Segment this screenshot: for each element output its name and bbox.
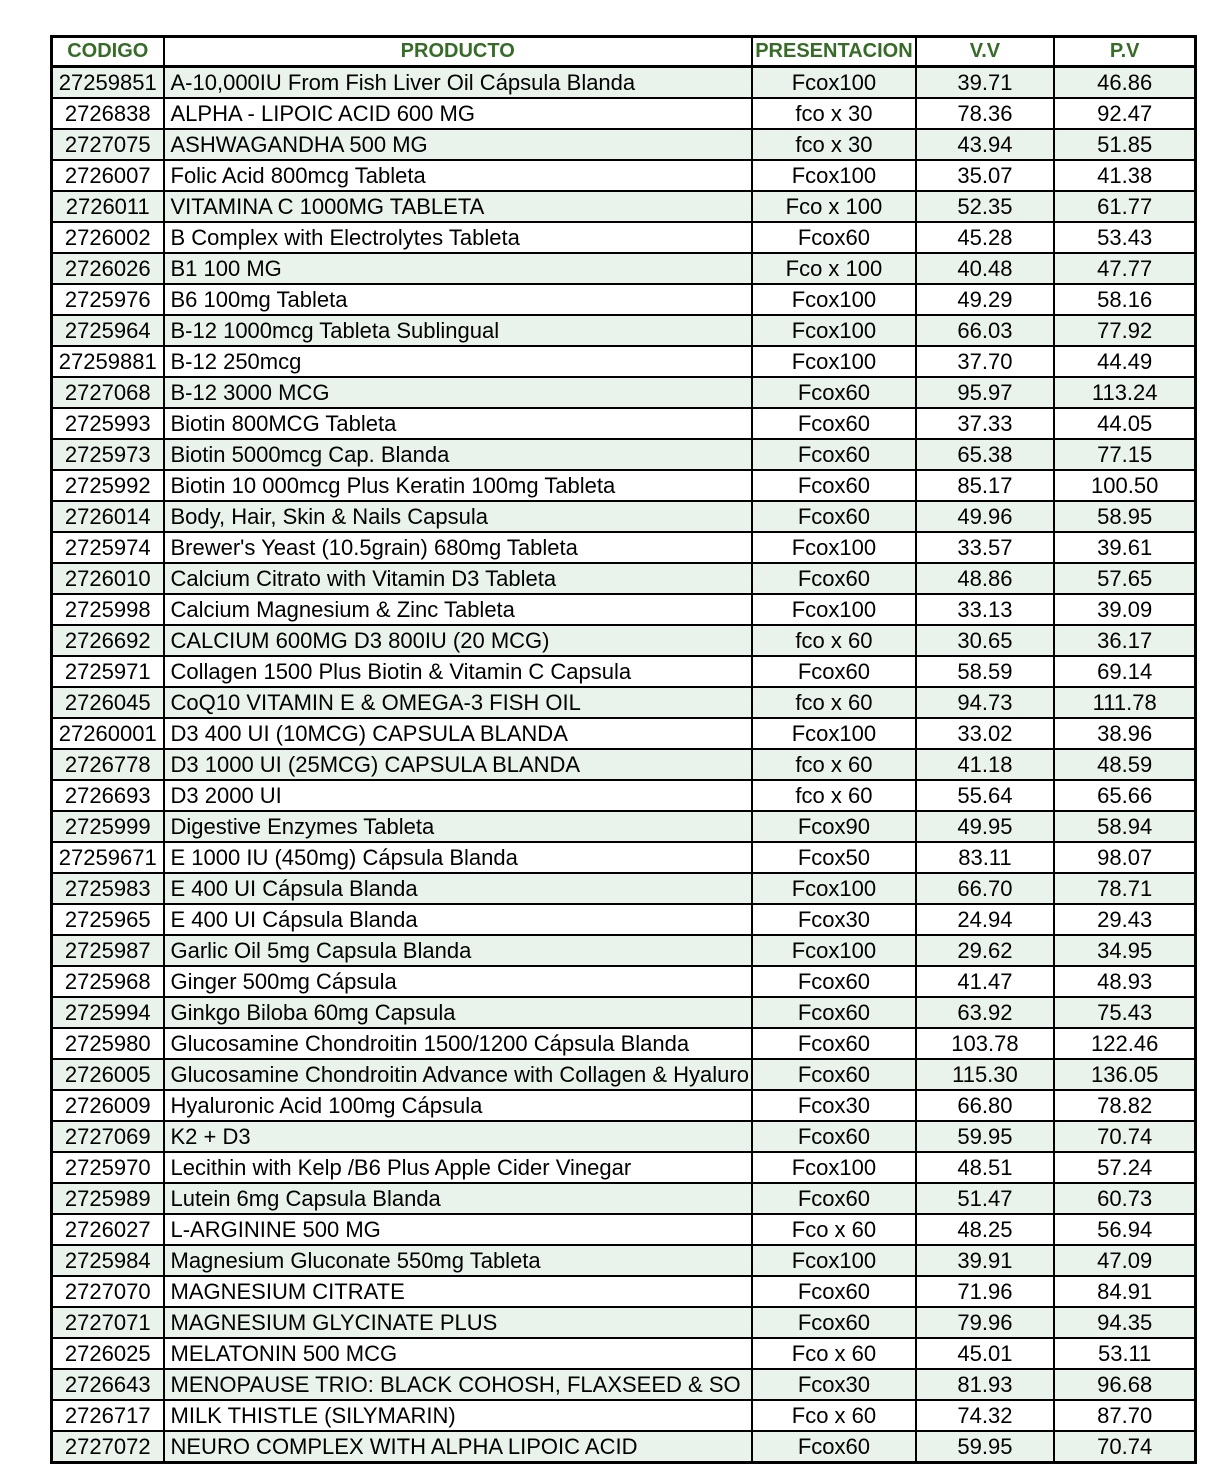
- vv-cell: 49.95: [916, 811, 1054, 842]
- table-row: [52, 129, 1196, 160]
- pv-cell: 87.70: [1054, 1400, 1196, 1431]
- table-row: [52, 160, 1196, 191]
- vv-cell: 48.25: [916, 1214, 1054, 1245]
- presentacion-cell: Fcox100: [752, 1152, 916, 1183]
- presentacion-cell: Fcox100: [752, 346, 916, 377]
- codigo-cell: 2727068: [52, 377, 164, 408]
- pv-cell: 60.73: [1054, 1183, 1196, 1214]
- codigo-cell: 2726010: [52, 563, 164, 594]
- column-header-pv: P.V: [1054, 37, 1196, 67]
- producto-cell: Glucosamine Chondroitin 1500/1200 Cápsula Blanda: [164, 1028, 752, 1059]
- presentacion-cell: Fcox60: [752, 470, 916, 501]
- vv-cell: 94.73: [916, 687, 1054, 718]
- producto-cell: Lutein 6mg Capsula Blanda: [164, 1183, 752, 1214]
- presentacion-cell: Fcox60: [752, 966, 916, 997]
- codigo-cell: 2726002: [52, 222, 164, 253]
- producto-cell: MENOPAUSE TRIO: BLACK COHOSH, FLAXSEED & SO: [164, 1369, 752, 1400]
- table-row: [52, 1152, 1196, 1183]
- vv-cell: 63.92: [916, 997, 1054, 1028]
- codigo-cell: 2726643: [52, 1369, 164, 1400]
- vv-cell: 103.78: [916, 1028, 1054, 1059]
- pv-cell: 75.43: [1054, 997, 1196, 1028]
- pv-cell: 111.78: [1054, 687, 1196, 718]
- codigo-cell: 2727069: [52, 1121, 164, 1152]
- table-row: [52, 842, 1196, 873]
- producto-cell: MAGNESIUM CITRATE: [164, 1276, 752, 1307]
- vv-cell: 30.65: [916, 625, 1054, 656]
- table-row: [52, 1183, 1196, 1214]
- table-row: [52, 439, 1196, 470]
- presentacion-cell: Fcox60: [752, 222, 916, 253]
- table-row: [52, 67, 1196, 99]
- vv-cell: 66.03: [916, 315, 1054, 346]
- column-header-vv: V.V: [916, 37, 1054, 67]
- pv-cell: 41.38: [1054, 160, 1196, 191]
- pv-cell: 44.49: [1054, 346, 1196, 377]
- table-row: [52, 594, 1196, 625]
- vv-cell: 41.18: [916, 749, 1054, 780]
- producto-cell: D3 2000 UI: [164, 780, 752, 811]
- producto-cell: Hyaluronic Acid 100mg Cápsula: [164, 1090, 752, 1121]
- presentacion-cell: Fcox100: [752, 160, 916, 191]
- vv-cell: 43.94: [916, 129, 1054, 160]
- pv-cell: 98.07: [1054, 842, 1196, 873]
- vv-cell: 48.51: [916, 1152, 1054, 1183]
- codigo-cell: 2725987: [52, 935, 164, 966]
- codigo-cell: 2725998: [52, 594, 164, 625]
- vv-cell: 59.95: [916, 1121, 1054, 1152]
- codigo-cell: 2725971: [52, 656, 164, 687]
- column-header-presentacion: PRESENTACION: [752, 37, 916, 67]
- pv-cell: 57.65: [1054, 563, 1196, 594]
- pv-cell: 84.91: [1054, 1276, 1196, 1307]
- codigo-cell: 2725994: [52, 997, 164, 1028]
- codigo-cell: 2725964: [52, 315, 164, 346]
- presentacion-cell: fco x 60: [752, 749, 916, 780]
- pv-cell: 77.15: [1054, 439, 1196, 470]
- vv-cell: 85.17: [916, 470, 1054, 501]
- table-row: [52, 749, 1196, 780]
- presentacion-cell: Fco x 60: [752, 1214, 916, 1245]
- producto-cell: MILK THISTLE (SILYMARIN): [164, 1400, 752, 1431]
- producto-cell: CoQ10 VITAMIN E & OMEGA-3 FISH OIL: [164, 687, 752, 718]
- producto-cell: B-12 250mcg: [164, 346, 752, 377]
- codigo-cell: 2726014: [52, 501, 164, 532]
- table-row: [52, 1307, 1196, 1338]
- presentacion-cell: Fco x 60: [752, 1400, 916, 1431]
- producto-cell: Calcium Magnesium & Zinc Tableta: [164, 594, 752, 625]
- producto-cell: CALCIUM 600MG D3 800IU (20 MCG): [164, 625, 752, 656]
- codigo-cell: 2725980: [52, 1028, 164, 1059]
- vv-cell: 66.70: [916, 873, 1054, 904]
- table-row: [52, 656, 1196, 687]
- pv-cell: 47.09: [1054, 1245, 1196, 1276]
- pv-cell: 70.74: [1054, 1121, 1196, 1152]
- presentacion-cell: Fcox100: [752, 1245, 916, 1276]
- codigo-cell: 2726027: [52, 1214, 164, 1245]
- producto-cell: B6 100mg Tableta: [164, 284, 752, 315]
- pv-cell: 39.09: [1054, 594, 1196, 625]
- table-row: [52, 191, 1196, 222]
- producto-cell: B1 100 MG: [164, 253, 752, 284]
- pv-cell: 48.93: [1054, 966, 1196, 997]
- table-row: [52, 1059, 1196, 1090]
- producto-cell: Magnesium Gluconate 550mg Tableta: [164, 1245, 752, 1276]
- codigo-cell: 27259671: [52, 842, 164, 873]
- codigo-cell: 27259881: [52, 346, 164, 377]
- pv-cell: 56.94: [1054, 1214, 1196, 1245]
- table-row: [52, 1245, 1196, 1276]
- vv-cell: 33.02: [916, 718, 1054, 749]
- vv-cell: 41.47: [916, 966, 1054, 997]
- presentacion-cell: Fcox30: [752, 1369, 916, 1400]
- codigo-cell: 2725993: [52, 408, 164, 439]
- table-row: [52, 873, 1196, 904]
- table-row: [52, 377, 1196, 408]
- table-row: [52, 935, 1196, 966]
- presentacion-cell: Fcox60: [752, 408, 916, 439]
- codigo-cell: 2726011: [52, 191, 164, 222]
- pv-cell: 113.24: [1054, 377, 1196, 408]
- producto-cell: Calcium Citrato with Vitamin D3 Tableta: [164, 563, 752, 594]
- presentacion-cell: fco x 30: [752, 98, 916, 129]
- presentacion-cell: Fcox100: [752, 873, 916, 904]
- table-row: [52, 1121, 1196, 1152]
- pv-cell: 46.86: [1054, 67, 1196, 99]
- pv-cell: 94.35: [1054, 1307, 1196, 1338]
- table-row: [52, 904, 1196, 935]
- pv-cell: 70.74: [1054, 1431, 1196, 1463]
- codigo-cell: 27259851: [52, 67, 164, 99]
- producto-cell: Glucosamine Chondroitin Advance with Collagen & Hyaluro: [164, 1059, 752, 1090]
- vv-cell: 95.97: [916, 377, 1054, 408]
- table-row: [52, 1400, 1196, 1431]
- presentacion-cell: Fcox60: [752, 377, 916, 408]
- pv-cell: 39.61: [1054, 532, 1196, 563]
- table-row: [52, 284, 1196, 315]
- table-row: [52, 1090, 1196, 1121]
- codigo-cell: 2726045: [52, 687, 164, 718]
- producto-cell: D3 400 UI (10MCG) CAPSULA BLANDA: [164, 718, 752, 749]
- vv-cell: 24.94: [916, 904, 1054, 935]
- pv-cell: 100.50: [1054, 470, 1196, 501]
- producto-cell: Body, Hair, Skin & Nails Capsula: [164, 501, 752, 532]
- producto-cell: E 1000 IU (450mg) Cápsula Blanda: [164, 842, 752, 873]
- vv-cell: 37.70: [916, 346, 1054, 377]
- vv-cell: 39.91: [916, 1245, 1054, 1276]
- presentacion-cell: Fcox60: [752, 1183, 916, 1214]
- codigo-cell: 2727072: [52, 1431, 164, 1463]
- table-row: [52, 1369, 1196, 1400]
- table-row: [52, 811, 1196, 842]
- codigo-cell: 2725992: [52, 470, 164, 501]
- codigo-cell: 2725968: [52, 966, 164, 997]
- producto-cell: Collagen 1500 Plus Biotin & Vitamin C Capsula: [164, 656, 752, 687]
- codigo-cell: 2726717: [52, 1400, 164, 1431]
- presentacion-cell: fco x 30: [752, 129, 916, 160]
- producto-cell: Brewer's Yeast (10.5grain) 680mg Tableta: [164, 532, 752, 563]
- pv-cell: 36.17: [1054, 625, 1196, 656]
- pv-cell: 136.05: [1054, 1059, 1196, 1090]
- producto-cell: L-ARGININE 500 MG: [164, 1214, 752, 1245]
- producto-cell: K2 + D3: [164, 1121, 752, 1152]
- column-header-producto: PRODUCTO: [164, 37, 752, 67]
- presentacion-cell: Fcox60: [752, 1431, 916, 1463]
- producto-cell: Biotin 800MCG Tableta: [164, 408, 752, 439]
- vv-cell: 33.57: [916, 532, 1054, 563]
- vv-cell: 45.28: [916, 222, 1054, 253]
- vv-cell: 65.38: [916, 439, 1054, 470]
- codigo-cell: 2726026: [52, 253, 164, 284]
- presentacion-cell: fco x 60: [752, 780, 916, 811]
- presentacion-cell: Fco x 60: [752, 1338, 916, 1369]
- pv-cell: 77.92: [1054, 315, 1196, 346]
- vv-cell: 55.64: [916, 780, 1054, 811]
- presentacion-cell: Fcox90: [752, 811, 916, 842]
- price-table-body: [52, 67, 1196, 1463]
- vv-cell: 49.29: [916, 284, 1054, 315]
- pv-cell: 78.82: [1054, 1090, 1196, 1121]
- producto-cell: VITAMINA C 1000MG TABLETA: [164, 191, 752, 222]
- table-row: [52, 1214, 1196, 1245]
- pv-cell: 92.47: [1054, 98, 1196, 129]
- price-table: [50, 35, 1197, 1464]
- column-header-codigo: CODIGO: [52, 37, 164, 67]
- producto-cell: NEURO COMPLEX WITH ALPHA LIPOIC ACID: [164, 1431, 752, 1463]
- vv-cell: 37.33: [916, 408, 1054, 439]
- table-row: [52, 501, 1196, 532]
- pv-cell: 61.77: [1054, 191, 1196, 222]
- presentacion-cell: Fcox60: [752, 1307, 916, 1338]
- presentacion-cell: Fcox100: [752, 935, 916, 966]
- pv-cell: 58.94: [1054, 811, 1196, 842]
- presentacion-cell: Fcox60: [752, 997, 916, 1028]
- presentacion-cell: Fcox100: [752, 594, 916, 625]
- codigo-cell: 2726693: [52, 780, 164, 811]
- codigo-cell: 2726007: [52, 160, 164, 191]
- producto-cell: MAGNESIUM GLYCINATE PLUS: [164, 1307, 752, 1338]
- table-row: [52, 1276, 1196, 1307]
- pv-cell: 44.05: [1054, 408, 1196, 439]
- vv-cell: 33.13: [916, 594, 1054, 625]
- pv-cell: 53.11: [1054, 1338, 1196, 1369]
- codigo-cell: 2725973: [52, 439, 164, 470]
- table-row: [52, 780, 1196, 811]
- table-row: [52, 98, 1196, 129]
- presentacion-cell: fco x 60: [752, 687, 916, 718]
- codigo-cell: 2726838: [52, 98, 164, 129]
- presentacion-cell: Fcox100: [752, 315, 916, 346]
- table-row: [52, 222, 1196, 253]
- table-row: [52, 470, 1196, 501]
- presentacion-cell: Fcox30: [752, 1090, 916, 1121]
- presentacion-cell: Fcox100: [752, 284, 916, 315]
- table-row: [52, 1338, 1196, 1369]
- producto-cell: Ginkgo Biloba 60mg Capsula: [164, 997, 752, 1028]
- vv-cell: 59.95: [916, 1431, 1054, 1463]
- codigo-cell: 2727075: [52, 129, 164, 160]
- producto-cell: B-12 3000 MCG: [164, 377, 752, 408]
- table-row: [52, 315, 1196, 346]
- vv-cell: 66.80: [916, 1090, 1054, 1121]
- producto-cell: Biotin 5000mcg Cap. Blanda: [164, 439, 752, 470]
- table-row: [52, 1028, 1196, 1059]
- producto-cell: Biotin 10 000mcg Plus Keratin 100mg Tableta: [164, 470, 752, 501]
- table-row: [52, 532, 1196, 563]
- producto-cell: ALPHA - LIPOIC ACID 600 MG: [164, 98, 752, 129]
- producto-cell: Ginger 500mg Cápsula: [164, 966, 752, 997]
- producto-cell: MELATONIN 500 MCG: [164, 1338, 752, 1369]
- presentacion-cell: Fcox60: [752, 1059, 916, 1090]
- vv-cell: 115.30: [916, 1059, 1054, 1090]
- producto-cell: B-12 1000mcg Tableta Sublingual: [164, 315, 752, 346]
- codigo-cell: 2727071: [52, 1307, 164, 1338]
- codigo-cell: 2727070: [52, 1276, 164, 1307]
- producto-cell: B Complex with Electrolytes Tableta: [164, 222, 752, 253]
- producto-cell: E 400 UI Cápsula Blanda: [164, 873, 752, 904]
- pv-cell: 57.24: [1054, 1152, 1196, 1183]
- vv-cell: 35.07: [916, 160, 1054, 191]
- pv-cell: 53.43: [1054, 222, 1196, 253]
- codigo-cell: 2725976: [52, 284, 164, 315]
- codigo-cell: 2725965: [52, 904, 164, 935]
- vv-cell: 71.96: [916, 1276, 1054, 1307]
- producto-cell: D3 1000 UI (25MCG) CAPSULA BLANDA: [164, 749, 752, 780]
- codigo-cell: 2725974: [52, 532, 164, 563]
- pv-cell: 38.96: [1054, 718, 1196, 749]
- presentacion-cell: Fcox60: [752, 439, 916, 470]
- vv-cell: 52.35: [916, 191, 1054, 222]
- vv-cell: 78.36: [916, 98, 1054, 129]
- codigo-cell: 2726005: [52, 1059, 164, 1090]
- pv-cell: 58.95: [1054, 501, 1196, 532]
- header-row: [52, 37, 1196, 67]
- vv-cell: 29.62: [916, 935, 1054, 966]
- producto-cell: Lecithin with Kelp /B6 Plus Apple Cider Vinegar: [164, 1152, 752, 1183]
- vv-cell: 58.59: [916, 656, 1054, 687]
- pv-cell: 78.71: [1054, 873, 1196, 904]
- codigo-cell: 2726778: [52, 749, 164, 780]
- presentacion-cell: fco x 60: [752, 625, 916, 656]
- codigo-cell: 2725984: [52, 1245, 164, 1276]
- codigo-cell: 27260001: [52, 718, 164, 749]
- pv-cell: 69.14: [1054, 656, 1196, 687]
- presentacion-cell: Fcox100: [752, 718, 916, 749]
- presentacion-cell: Fcox60: [752, 563, 916, 594]
- vv-cell: 51.47: [916, 1183, 1054, 1214]
- table-row: [52, 718, 1196, 749]
- codigo-cell: 2726025: [52, 1338, 164, 1369]
- price-list-sheet: [50, 35, 1197, 1464]
- presentacion-cell: Fcox30: [752, 904, 916, 935]
- presentacion-cell: Fco x 100: [752, 191, 916, 222]
- pv-cell: 65.66: [1054, 780, 1196, 811]
- presentacion-cell: Fcox50: [752, 842, 916, 873]
- presentacion-cell: Fcox60: [752, 1121, 916, 1152]
- vv-cell: 45.01: [916, 1338, 1054, 1369]
- presentacion-cell: Fcox60: [752, 656, 916, 687]
- presentacion-cell: Fcox60: [752, 501, 916, 532]
- table-row: [52, 253, 1196, 284]
- producto-cell: Digestive Enzymes Tableta: [164, 811, 752, 842]
- producto-cell: A-10,000IU From Fish Liver Oil Cápsula Blanda: [164, 67, 752, 99]
- table-row: [52, 1431, 1196, 1463]
- producto-cell: ASHWAGANDHA 500 MG: [164, 129, 752, 160]
- vv-cell: 81.93: [916, 1369, 1054, 1400]
- vv-cell: 49.96: [916, 501, 1054, 532]
- table-row: [52, 966, 1196, 997]
- vv-cell: 79.96: [916, 1307, 1054, 1338]
- table-row: [52, 687, 1196, 718]
- table-row: [52, 408, 1196, 439]
- pv-cell: 29.43: [1054, 904, 1196, 935]
- producto-cell: E 400 UI Cápsula Blanda: [164, 904, 752, 935]
- pv-cell: 122.46: [1054, 1028, 1196, 1059]
- pv-cell: 96.68: [1054, 1369, 1196, 1400]
- table-row: [52, 563, 1196, 594]
- presentacion-cell: Fcox100: [752, 532, 916, 563]
- codigo-cell: 2726009: [52, 1090, 164, 1121]
- vv-cell: 39.71: [916, 67, 1054, 99]
- pv-cell: 48.59: [1054, 749, 1196, 780]
- vv-cell: 48.86: [916, 563, 1054, 594]
- table-row: [52, 346, 1196, 377]
- codigo-cell: 2725999: [52, 811, 164, 842]
- presentacion-cell: Fco x 100: [752, 253, 916, 284]
- presentacion-cell: Fcox100: [752, 67, 916, 99]
- producto-cell: Garlic Oil 5mg Capsula Blanda: [164, 935, 752, 966]
- codigo-cell: 2725983: [52, 873, 164, 904]
- vv-cell: 83.11: [916, 842, 1054, 873]
- table-row: [52, 625, 1196, 656]
- table-row: [52, 997, 1196, 1028]
- presentacion-cell: Fcox60: [752, 1276, 916, 1307]
- pv-cell: 47.77: [1054, 253, 1196, 284]
- producto-cell: Folic Acid 800mcg Tableta: [164, 160, 752, 191]
- vv-cell: 74.32: [916, 1400, 1054, 1431]
- codigo-cell: 2725989: [52, 1183, 164, 1214]
- codigo-cell: 2725970: [52, 1152, 164, 1183]
- pv-cell: 34.95: [1054, 935, 1196, 966]
- presentacion-cell: Fcox60: [752, 1028, 916, 1059]
- codigo-cell: 2726692: [52, 625, 164, 656]
- pv-cell: 58.16: [1054, 284, 1196, 315]
- vv-cell: 40.48: [916, 253, 1054, 284]
- pv-cell: 51.85: [1054, 129, 1196, 160]
